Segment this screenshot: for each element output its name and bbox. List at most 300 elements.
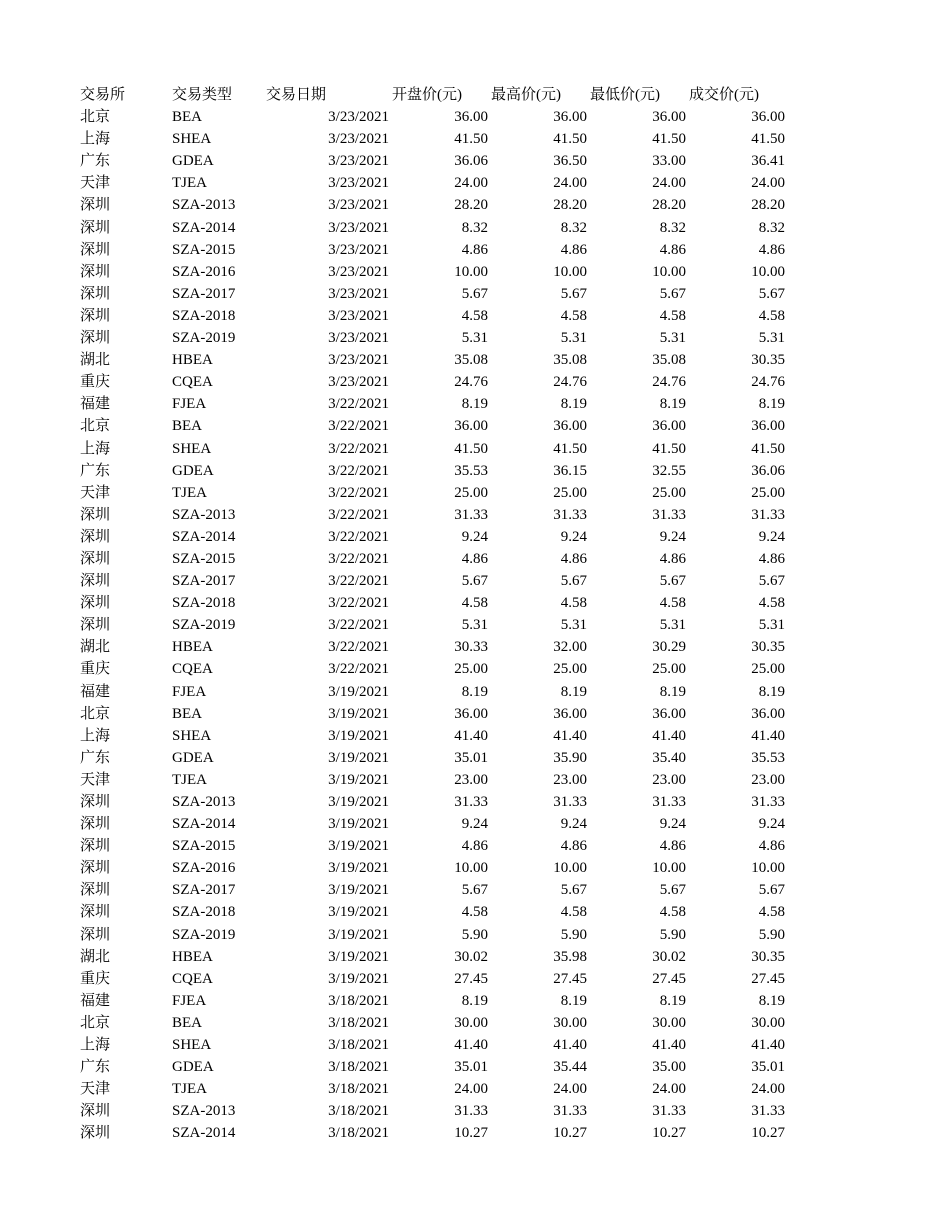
table-row [80, 769, 800, 791]
cell-low: 24.76 [652, 374, 686, 391]
table-row [80, 482, 800, 504]
cell-high: 25.00 [553, 484, 587, 501]
cell-exchange: 深圳 [80, 330, 111, 347]
cell-date: 3/19/2021 [328, 727, 389, 744]
cell-high: 24.00 [553, 1081, 587, 1098]
cell-type: HBEA [172, 352, 213, 369]
cell-type: SZA-2013 [172, 197, 236, 214]
cell-date: 3/23/2021 [328, 197, 389, 214]
cell-date: 3/23/2021 [328, 153, 389, 170]
cell-high: 36.00 [553, 705, 587, 722]
table-row [80, 548, 800, 570]
cell-high: 25.00 [553, 661, 587, 678]
cell-exchange: 福建 [80, 992, 111, 1009]
cell-date: 3/19/2021 [328, 860, 389, 877]
cell-open: 30.33 [454, 639, 488, 656]
cell-close: 24.00 [751, 1081, 785, 1098]
cell-type: BEA [172, 705, 202, 722]
cell-high: 36.00 [553, 109, 587, 126]
cell-date: 3/23/2021 [328, 352, 389, 369]
cell-low: 41.50 [652, 131, 686, 148]
cell-low: 33.00 [652, 153, 686, 170]
cell-date: 3/22/2021 [328, 550, 389, 567]
cell-type: SZA-2017 [172, 882, 236, 899]
table-row [80, 614, 800, 636]
cell-type: HBEA [172, 948, 213, 965]
cell-date: 3/23/2021 [328, 241, 389, 258]
cell-high: 36.15 [553, 462, 587, 479]
cell-high: 4.86 [560, 550, 587, 567]
cell-open: 24.00 [454, 175, 488, 192]
table-row [80, 327, 800, 349]
cell-date: 3/19/2021 [328, 970, 389, 987]
cell-exchange: 深圳 [80, 1125, 111, 1142]
cell-exchange: 深圳 [80, 838, 111, 855]
cell-low: 10.00 [652, 263, 686, 280]
cell-open: 5.90 [461, 926, 488, 943]
cell-high: 5.67 [560, 573, 587, 590]
table-row [80, 747, 800, 769]
cell-open: 23.00 [454, 771, 488, 788]
cell-open: 4.86 [461, 241, 488, 258]
cell-close: 41.40 [751, 1037, 785, 1054]
cell-exchange: 广东 [80, 153, 111, 170]
cell-close: 4.58 [758, 595, 785, 612]
table-row [80, 968, 800, 990]
cell-date: 3/22/2021 [328, 396, 389, 413]
cell-open: 4.86 [461, 838, 488, 855]
cell-date: 3/22/2021 [328, 595, 389, 612]
cell-close: 24.76 [751, 374, 785, 391]
cell-high: 10.00 [553, 860, 587, 877]
cell-open: 5.31 [461, 330, 488, 347]
cell-type: GDEA [172, 462, 214, 479]
table-row [80, 1078, 800, 1100]
cell-close: 41.50 [751, 440, 785, 457]
cell-close: 30.00 [751, 1014, 785, 1031]
cell-high: 30.00 [553, 1014, 587, 1031]
cell-date: 3/22/2021 [328, 484, 389, 501]
cell-exchange: 上海 [80, 1037, 111, 1054]
cell-low: 41.40 [652, 727, 686, 744]
cell-low: 35.00 [652, 1059, 686, 1076]
cell-exchange: 广东 [80, 1059, 111, 1076]
cell-open: 4.58 [461, 595, 488, 612]
cell-low: 31.33 [652, 1103, 686, 1120]
cell-date: 3/22/2021 [328, 617, 389, 634]
table-row [80, 592, 800, 614]
cell-open: 8.19 [461, 992, 488, 1009]
cell-high: 32.00 [553, 639, 587, 656]
cell-high: 8.19 [560, 992, 587, 1009]
cell-open: 4.58 [461, 307, 488, 324]
cell-close: 4.86 [758, 550, 785, 567]
cell-exchange: 深圳 [80, 617, 111, 634]
cell-type: GDEA [172, 1059, 214, 1076]
cell-type: SZA-2018 [172, 595, 236, 612]
cell-high: 4.86 [560, 838, 587, 855]
cell-type: CQEA [172, 970, 213, 987]
table-row [80, 990, 800, 1012]
cell-open: 8.32 [461, 219, 488, 236]
cell-open: 41.40 [454, 727, 488, 744]
table-header-row [80, 84, 800, 106]
cell-date: 3/19/2021 [328, 816, 389, 833]
table-row [80, 261, 800, 283]
table-row [80, 570, 800, 592]
cell-high: 5.31 [560, 330, 587, 347]
table-row [80, 194, 800, 216]
cell-high: 35.08 [553, 352, 587, 369]
cell-high: 8.19 [560, 683, 587, 700]
cell-close: 5.31 [758, 617, 785, 634]
table-row [80, 1056, 800, 1078]
cell-date: 3/18/2021 [328, 1014, 389, 1031]
cell-close: 35.53 [751, 749, 785, 766]
cell-date: 3/23/2021 [328, 109, 389, 126]
table-row [80, 460, 800, 482]
cell-low: 30.29 [652, 639, 686, 656]
table-row [80, 438, 800, 460]
cell-low: 5.67 [659, 882, 686, 899]
cell-low: 5.31 [659, 617, 686, 634]
table-row [80, 946, 800, 968]
table-row [80, 1100, 800, 1122]
cell-close: 35.01 [751, 1059, 785, 1076]
cell-type: SZA-2015 [172, 838, 236, 855]
cell-high: 10.00 [553, 263, 587, 280]
cell-open: 4.58 [461, 904, 488, 921]
cell-open: 5.67 [461, 573, 488, 590]
cell-close: 30.35 [751, 352, 785, 369]
cell-high: 4.58 [560, 904, 587, 921]
cell-high: 9.24 [560, 528, 587, 545]
cell-type: BEA [172, 1014, 202, 1031]
cell-type: SZA-2018 [172, 904, 236, 921]
cell-date: 3/22/2021 [328, 528, 389, 545]
cell-close: 41.50 [751, 131, 785, 148]
cell-type: GDEA [172, 153, 214, 170]
cell-date: 3/23/2021 [328, 285, 389, 302]
cell-exchange: 深圳 [80, 926, 111, 943]
cell-type: SZA-2017 [172, 285, 236, 302]
cell-close: 5.67 [758, 285, 785, 302]
cell-type: SZA-2018 [172, 307, 236, 324]
cell-low: 24.00 [652, 1081, 686, 1098]
cell-low: 4.58 [659, 307, 686, 324]
cell-date: 3/19/2021 [328, 882, 389, 899]
cell-date: 3/18/2021 [328, 992, 389, 1009]
cell-type: SHEA [172, 131, 212, 148]
cell-low: 8.19 [659, 396, 686, 413]
cell-low: 36.00 [652, 109, 686, 126]
cell-close: 5.90 [758, 926, 785, 943]
cell-open: 30.00 [454, 1014, 488, 1031]
cell-high: 4.58 [560, 307, 587, 324]
cell-close: 36.00 [751, 705, 785, 722]
cell-open: 36.00 [454, 418, 488, 435]
cell-high: 9.24 [560, 816, 587, 833]
cell-date: 3/23/2021 [328, 263, 389, 280]
cell-exchange: 北京 [80, 109, 111, 126]
cell-high: 35.90 [553, 749, 587, 766]
cell-low: 9.24 [659, 816, 686, 833]
table-row [80, 504, 800, 526]
cell-close: 25.00 [751, 661, 785, 678]
cell-open: 8.19 [461, 396, 488, 413]
cell-type: SZA-2014 [172, 1125, 236, 1142]
cell-type: BEA [172, 418, 202, 435]
cell-close: 10.27 [751, 1125, 785, 1142]
cell-open: 9.24 [461, 816, 488, 833]
cell-type: FJEA [172, 396, 207, 413]
cell-low: 25.00 [652, 661, 686, 678]
cell-type: SHEA [172, 727, 212, 744]
cell-type: CQEA [172, 661, 213, 678]
cell-date: 3/19/2021 [328, 948, 389, 965]
cell-open: 8.19 [461, 683, 488, 700]
cell-high: 35.98 [553, 948, 587, 965]
cell-date: 3/22/2021 [328, 661, 389, 678]
cell-close: 5.67 [758, 573, 785, 590]
cell-date: 3/19/2021 [328, 838, 389, 855]
cell-open: 31.33 [454, 1103, 488, 1120]
header-exchange: 交易所 [80, 87, 126, 103]
cell-low: 36.00 [652, 418, 686, 435]
cell-exchange: 重庆 [80, 970, 111, 987]
cell-high: 24.76 [553, 374, 587, 391]
cell-exchange: 深圳 [80, 595, 111, 612]
cell-type: FJEA [172, 992, 207, 1009]
cell-date: 3/19/2021 [328, 683, 389, 700]
cell-exchange: 天津 [80, 771, 111, 788]
cell-exchange: 重庆 [80, 661, 111, 678]
cell-high: 31.33 [553, 1103, 587, 1120]
cell-high: 36.00 [553, 418, 587, 435]
cell-open: 31.33 [454, 794, 488, 810]
cell-date: 3/18/2021 [328, 1081, 389, 1098]
cell-date: 3/23/2021 [328, 307, 389, 324]
cell-close: 30.35 [751, 639, 785, 656]
cell-exchange: 天津 [80, 484, 111, 501]
cell-high: 28.20 [553, 197, 587, 214]
cell-high: 24.00 [553, 175, 587, 192]
cell-exchange: 深圳 [80, 285, 111, 302]
cell-close: 36.41 [751, 153, 785, 170]
cell-type: HBEA [172, 639, 213, 656]
header-open: 开盘价(元) [392, 87, 462, 103]
table-row [80, 283, 800, 305]
cell-exchange: 湖北 [80, 948, 111, 965]
table-row [80, 857, 800, 879]
cell-low: 4.86 [659, 838, 686, 855]
cell-date: 3/19/2021 [328, 794, 389, 810]
cell-low: 36.00 [652, 705, 686, 722]
table-row [80, 924, 800, 946]
cell-low: 8.32 [659, 219, 686, 236]
cell-type: SZA-2019 [172, 330, 236, 347]
cell-close: 9.24 [758, 816, 785, 833]
cell-high: 41.40 [553, 727, 587, 744]
cell-open: 41.40 [454, 1037, 488, 1054]
cell-date: 3/19/2021 [328, 926, 389, 943]
header-low: 最低价(元) [590, 87, 660, 103]
cell-exchange: 湖北 [80, 352, 111, 369]
cell-type: SZA-2019 [172, 617, 236, 634]
cell-exchange: 湖北 [80, 639, 111, 656]
cell-exchange: 北京 [80, 705, 111, 722]
cell-open: 27.45 [454, 970, 488, 987]
cell-high: 5.67 [560, 882, 587, 899]
cell-high: 31.33 [553, 794, 587, 810]
cell-date: 3/19/2021 [328, 705, 389, 722]
table-row [80, 172, 800, 194]
cell-open: 28.20 [454, 197, 488, 214]
cell-exchange: 深圳 [80, 506, 111, 523]
cell-low: 5.67 [659, 573, 686, 590]
table-body [80, 106, 800, 1144]
cell-low: 25.00 [652, 484, 686, 501]
cell-exchange: 深圳 [80, 263, 111, 280]
cell-date: 3/23/2021 [328, 330, 389, 347]
cell-date: 3/19/2021 [328, 771, 389, 788]
cell-high: 4.58 [560, 595, 587, 612]
cell-open: 10.27 [454, 1125, 488, 1142]
cell-high: 35.44 [553, 1059, 587, 1076]
cell-date: 3/22/2021 [328, 506, 389, 523]
cell-open: 10.00 [454, 860, 488, 877]
cell-type: SZA-2013 [172, 794, 236, 810]
cell-close: 31.33 [751, 794, 785, 810]
cell-exchange: 深圳 [80, 904, 111, 921]
cell-exchange: 深圳 [80, 573, 111, 590]
cell-date: 3/23/2021 [328, 374, 389, 391]
cell-type: TJEA [172, 484, 207, 501]
cell-exchange: 深圳 [80, 197, 111, 214]
cell-date: 3/23/2021 [328, 219, 389, 236]
cell-open: 35.01 [454, 1059, 488, 1076]
cell-open: 36.06 [454, 153, 488, 170]
cell-close: 8.19 [758, 683, 785, 700]
price-table [80, 84, 800, 1145]
cell-date: 3/22/2021 [328, 573, 389, 590]
cell-type: SZA-2019 [172, 926, 236, 943]
cell-high: 10.27 [553, 1125, 587, 1142]
cell-low: 23.00 [652, 771, 686, 788]
cell-close: 10.00 [751, 263, 785, 280]
cell-open: 41.50 [454, 131, 488, 148]
cell-close: 4.58 [758, 904, 785, 921]
cell-low: 5.90 [659, 926, 686, 943]
cell-high: 5.67 [560, 285, 587, 302]
cell-high: 4.86 [560, 241, 587, 258]
table-row [80, 1034, 800, 1056]
cell-open: 9.24 [461, 528, 488, 545]
cell-exchange: 深圳 [80, 882, 111, 899]
header-close: 成交价(元) [689, 87, 759, 103]
cell-type: CQEA [172, 374, 213, 391]
cell-low: 32.55 [652, 462, 686, 479]
cell-high: 41.40 [553, 1037, 587, 1054]
cell-close: 5.67 [758, 882, 785, 899]
cell-high: 27.45 [553, 970, 587, 987]
table-row [80, 415, 800, 437]
cell-type: SZA-2015 [172, 241, 236, 258]
cell-low: 30.00 [652, 1014, 686, 1031]
cell-low: 4.86 [659, 550, 686, 567]
cell-open: 4.86 [461, 550, 488, 567]
table-row [80, 106, 800, 128]
cell-close: 41.40 [751, 727, 785, 744]
cell-date: 3/19/2021 [328, 904, 389, 921]
cell-exchange: 深圳 [80, 307, 111, 324]
cell-high: 41.50 [553, 131, 587, 148]
cell-low: 27.45 [652, 970, 686, 987]
cell-low: 4.58 [659, 595, 686, 612]
cell-close: 4.86 [758, 241, 785, 258]
header-date: 交易日期 [266, 87, 327, 103]
table-row [80, 703, 800, 725]
cell-low: 4.58 [659, 904, 686, 921]
cell-exchange: 深圳 [80, 528, 111, 545]
cell-open: 25.00 [454, 484, 488, 501]
table-row [80, 658, 800, 680]
cell-date: 3/23/2021 [328, 175, 389, 192]
cell-exchange: 福建 [80, 396, 111, 413]
table-row [80, 901, 800, 923]
table-row [80, 349, 800, 371]
cell-open: 5.67 [461, 882, 488, 899]
cell-low: 31.33 [652, 794, 686, 810]
cell-close: 4.58 [758, 307, 785, 324]
cell-close: 24.00 [751, 175, 785, 192]
cell-exchange: 北京 [80, 418, 111, 435]
header-high: 最高价(元) [491, 87, 561, 103]
table-row [80, 835, 800, 857]
cell-type: SHEA [172, 1037, 212, 1054]
cell-close: 9.24 [758, 528, 785, 545]
cell-low: 5.67 [659, 285, 686, 302]
cell-date: 3/22/2021 [328, 418, 389, 435]
cell-type: SZA-2013 [172, 1103, 236, 1120]
cell-open: 10.00 [454, 263, 488, 280]
cell-type: SZA-2014 [172, 219, 236, 236]
cell-exchange: 重庆 [80, 374, 111, 391]
cell-open: 41.50 [454, 440, 488, 457]
table-row [80, 636, 800, 658]
cell-open: 31.33 [454, 506, 488, 523]
cell-high: 31.33 [553, 506, 587, 523]
cell-date: 3/18/2021 [328, 1037, 389, 1054]
cell-exchange: 深圳 [80, 550, 111, 567]
cell-exchange: 深圳 [80, 241, 111, 258]
cell-open: 5.31 [461, 617, 488, 634]
cell-open: 24.76 [454, 374, 488, 391]
cell-open: 35.53 [454, 462, 488, 479]
cell-open: 35.08 [454, 352, 488, 369]
table-row [80, 879, 800, 901]
cell-close: 31.33 [751, 506, 785, 523]
cell-high: 23.00 [553, 771, 587, 788]
cell-open: 5.67 [461, 285, 488, 302]
cell-exchange: 天津 [80, 175, 111, 192]
cell-high: 36.50 [553, 153, 587, 170]
table-row [80, 1122, 800, 1144]
cell-type: SZA-2014 [172, 816, 236, 833]
table-row [80, 526, 800, 548]
cell-open: 35.01 [454, 749, 488, 766]
cell-open: 24.00 [454, 1081, 488, 1098]
